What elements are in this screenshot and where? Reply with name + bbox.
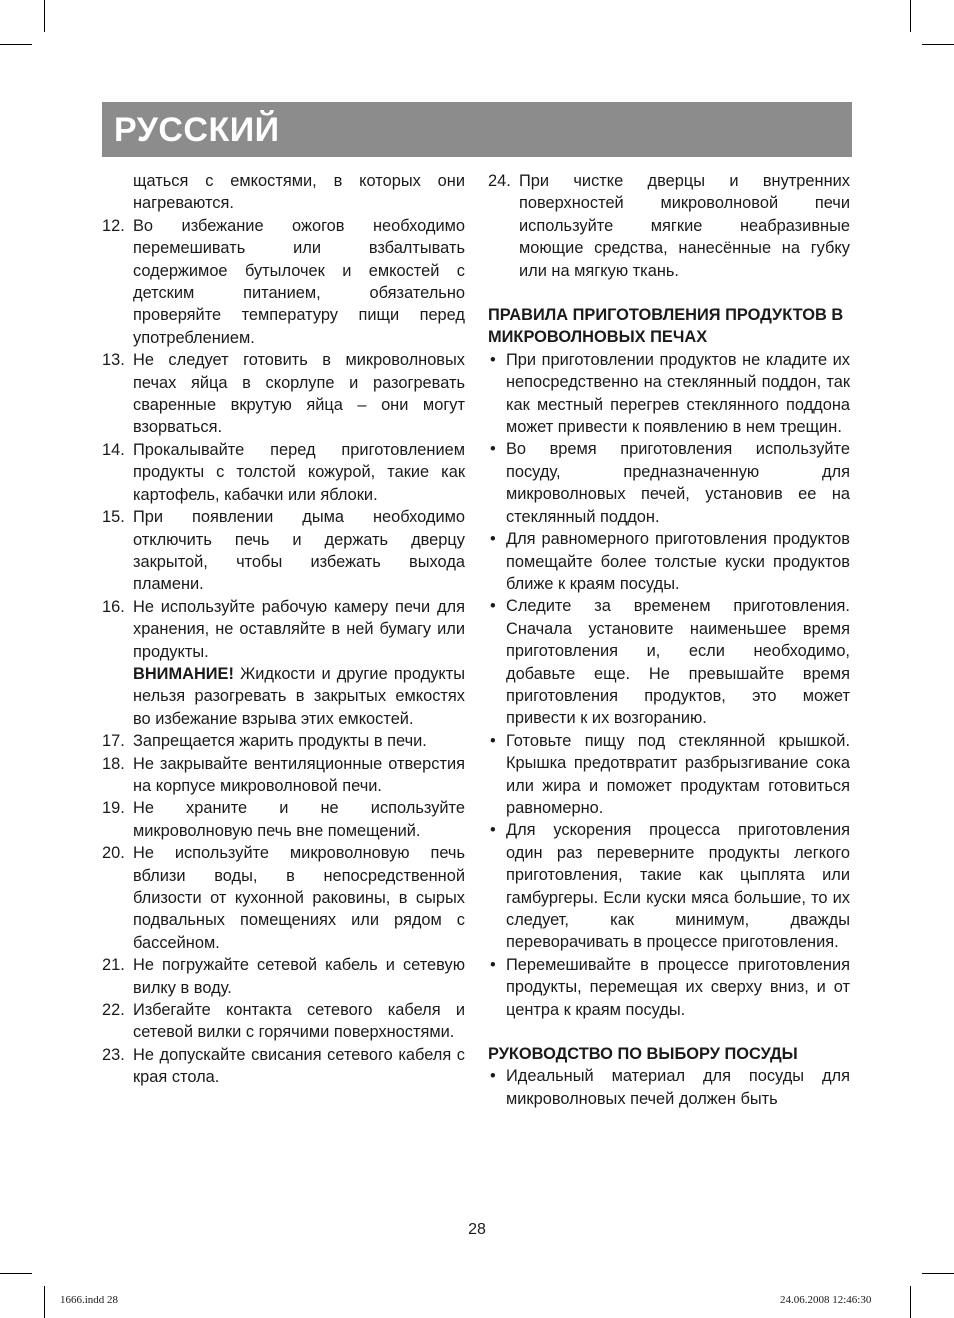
bullet-text: При приготовлении продуктов не кладите их непосредственно на стеклянный поддон, так как местный перегрев стеклянного поддона может привести к появлению в нем трещин. <box>506 350 850 437</box>
bullet-icon: • <box>490 731 496 750</box>
list-item <box>102 439 465 506</box>
list-item <box>102 349 465 439</box>
item-text: Не храните и не используйте микроволновую печь вне помещений. <box>133 799 465 840</box>
item-number: 13. <box>102 351 125 370</box>
item-text: При появлении дыма необходимо отключить печь и держать дверцу закрытой, чтобы избежать выхода пламени. <box>133 508 465 594</box>
item-number: 19. <box>102 799 125 818</box>
list-item <box>102 215 465 349</box>
warning-label: ВНИМАНИЕ! <box>133 664 234 683</box>
section-heading-cooking-rules: ПРАВИЛА ПРИГОТОВЛЕНИЯ ПРОДУКТОВ В МИКРОВОЛНОВЫХ ПЕЧАХ <box>488 306 844 347</box>
list-item <box>488 954 850 1021</box>
list-item <box>488 349 850 439</box>
section-heading-cookware-guide: РУКОВОДСТВО ПО ВЫБОРУ ПОСУДЫ <box>488 1045 798 1064</box>
list-item <box>102 730 465 752</box>
instruction-list <box>102 215 465 1089</box>
bullet-icon: • <box>490 597 496 616</box>
list-item <box>102 842 465 954</box>
list-item <box>102 596 465 663</box>
item-text: Не допускайте свисания сетевого кабеля с края стола. <box>133 1045 465 1087</box>
page-number: 28 <box>468 1221 486 1238</box>
list-item <box>102 999 465 1044</box>
item-number: 12. <box>102 216 125 235</box>
print-slug-date: 24.06.2008 12:46:30 <box>780 1294 872 1306</box>
bullet-text: Следите за временем приготовления. Сначала установите наименьшее время приготовления и, если необходимо, добавьте еще. Не превышайте время приготовления продуктов, это может привести к их возгоранию. <box>506 597 850 728</box>
bullet-text: Идеальный материал для посуды для микроволновых печей должен быть <box>506 1067 850 1108</box>
crop-mark <box>44 1286 45 1318</box>
language-title: РУССКИЙ <box>114 111 280 149</box>
item-text: Прокалывайте перед приготовлением продукты с толстой кожурой, такие как картофель, кабачки или яблоки. <box>133 440 465 504</box>
item-text: Избегайте контакта сетевого кабеля и сетевой вилки с горячими поверхностями. <box>133 1001 465 1042</box>
list-item <box>102 506 465 596</box>
item-text: Не следует готовить в микроволновых печах яйца в скорлупе и разогревать сваренные вкрутую яйца – они могут взорваться. <box>133 351 465 437</box>
bullet-icon: • <box>490 350 496 369</box>
crop-mark <box>922 1273 954 1274</box>
item-text: При чистке дверцы и внутренних поверхностей микроволновой печи используйте мягкие неабразивные моющие средства, нанесённые на губку или на мягкую ткань. <box>519 172 850 280</box>
item-text: Не закрывайте вентиляционные отверстия на корпусе микроволновой печи. <box>133 754 465 795</box>
list-item <box>102 1044 465 1089</box>
item-text: Во избежание ожогов необходимо перемешивать или взбалтывать содержимое бутылочек и емкостей с детским питанием, обязательно проверяйте температуру пищи перед употреблением. <box>133 216 465 347</box>
item-number: 24. <box>488 172 511 190</box>
list-item <box>488 730 850 820</box>
item-number: 21. <box>102 956 125 975</box>
bullet-text: Во время приготовления используйте посуду, предназначенную для микроволновых печей, установив ее на стеклянный поддон. <box>506 440 850 526</box>
item-number: 15. <box>102 508 125 527</box>
item-number: 17. <box>102 732 125 751</box>
list-item <box>488 170 850 282</box>
item-number: 16. <box>102 597 125 616</box>
warning-note <box>102 663 465 730</box>
bullet-icon: • <box>490 440 496 459</box>
bullet-text: Готовьте пищу под стеклянной крышкой. Крышка предотвратит разбрызгивание сока или жира и поможет продуктам готовиться равномерно. <box>506 731 850 817</box>
language-header-bar <box>102 102 852 157</box>
warning-text: Жидкости и другие продукты нельзя разогревать в закрытых емкостях во избежание взрыва этих емкостей. <box>133 664 465 728</box>
bullet-text: Для равномерного приготовления продуктов помещайте более толстые куски продуктов ближе к краям посуды. <box>506 530 850 593</box>
crop-mark <box>0 1273 32 1274</box>
crop-mark <box>44 0 45 32</box>
item-text: Не погружайте сетевой кабель и сетевую вилку в воду. <box>133 956 465 997</box>
list-item <box>488 438 850 528</box>
item-text: Не используйте микроволновую печь вблизи воды, в непосредственной близости от кухонной раковины, в сырых подвальных помещениях или рядом с бассейном. <box>133 844 465 952</box>
item-text: Не используйте рабочую камеру печи для хранения, не оставляйте в ней бумагу или продукты. <box>133 597 465 661</box>
list-item <box>488 1065 850 1110</box>
cooking-rules-list <box>488 349 850 1021</box>
crop-mark <box>922 44 954 45</box>
item-number: 20. <box>102 844 125 863</box>
list-item <box>102 797 465 842</box>
item-number: 14. <box>102 440 125 459</box>
right-column <box>488 170 850 1110</box>
list-item <box>488 528 850 595</box>
continued-text: щаться с емкостями, в которых они нагреваются. <box>133 172 465 213</box>
list-item <box>488 595 850 729</box>
list-item <box>102 954 465 999</box>
bullet-text: Для ускорения процесса приготовления один раз переверните продукты легкого приготовления, такие как цыплята или гамбургеры. Если куски мяса большие, то их следует, как минимум, дважды переворачивать в процессе приготовления. <box>506 821 850 952</box>
bullet-icon: • <box>490 1067 496 1086</box>
print-slug-file: 1666.indd 28 <box>60 1294 119 1306</box>
crop-mark <box>910 1286 911 1318</box>
bullet-text: Перемешивайте в процессе приготовления продукты, перемещая их сверху вниз, и от центра к краям посуды. <box>506 955 850 1019</box>
bullet-icon: • <box>490 821 496 840</box>
crop-mark <box>0 44 32 45</box>
cookware-guide-list <box>488 1065 850 1110</box>
list-item <box>102 753 465 798</box>
item-number: 23. <box>102 1045 125 1064</box>
list-item <box>488 819 850 953</box>
crop-mark <box>910 0 911 32</box>
left-column <box>102 170 465 1089</box>
item-number: 18. <box>102 754 125 773</box>
item-number: 22. <box>102 1001 125 1020</box>
bullet-icon: • <box>490 955 496 974</box>
bullet-icon: • <box>490 530 496 549</box>
item-text: Запрещается жарить продукты в печи. <box>133 732 427 751</box>
